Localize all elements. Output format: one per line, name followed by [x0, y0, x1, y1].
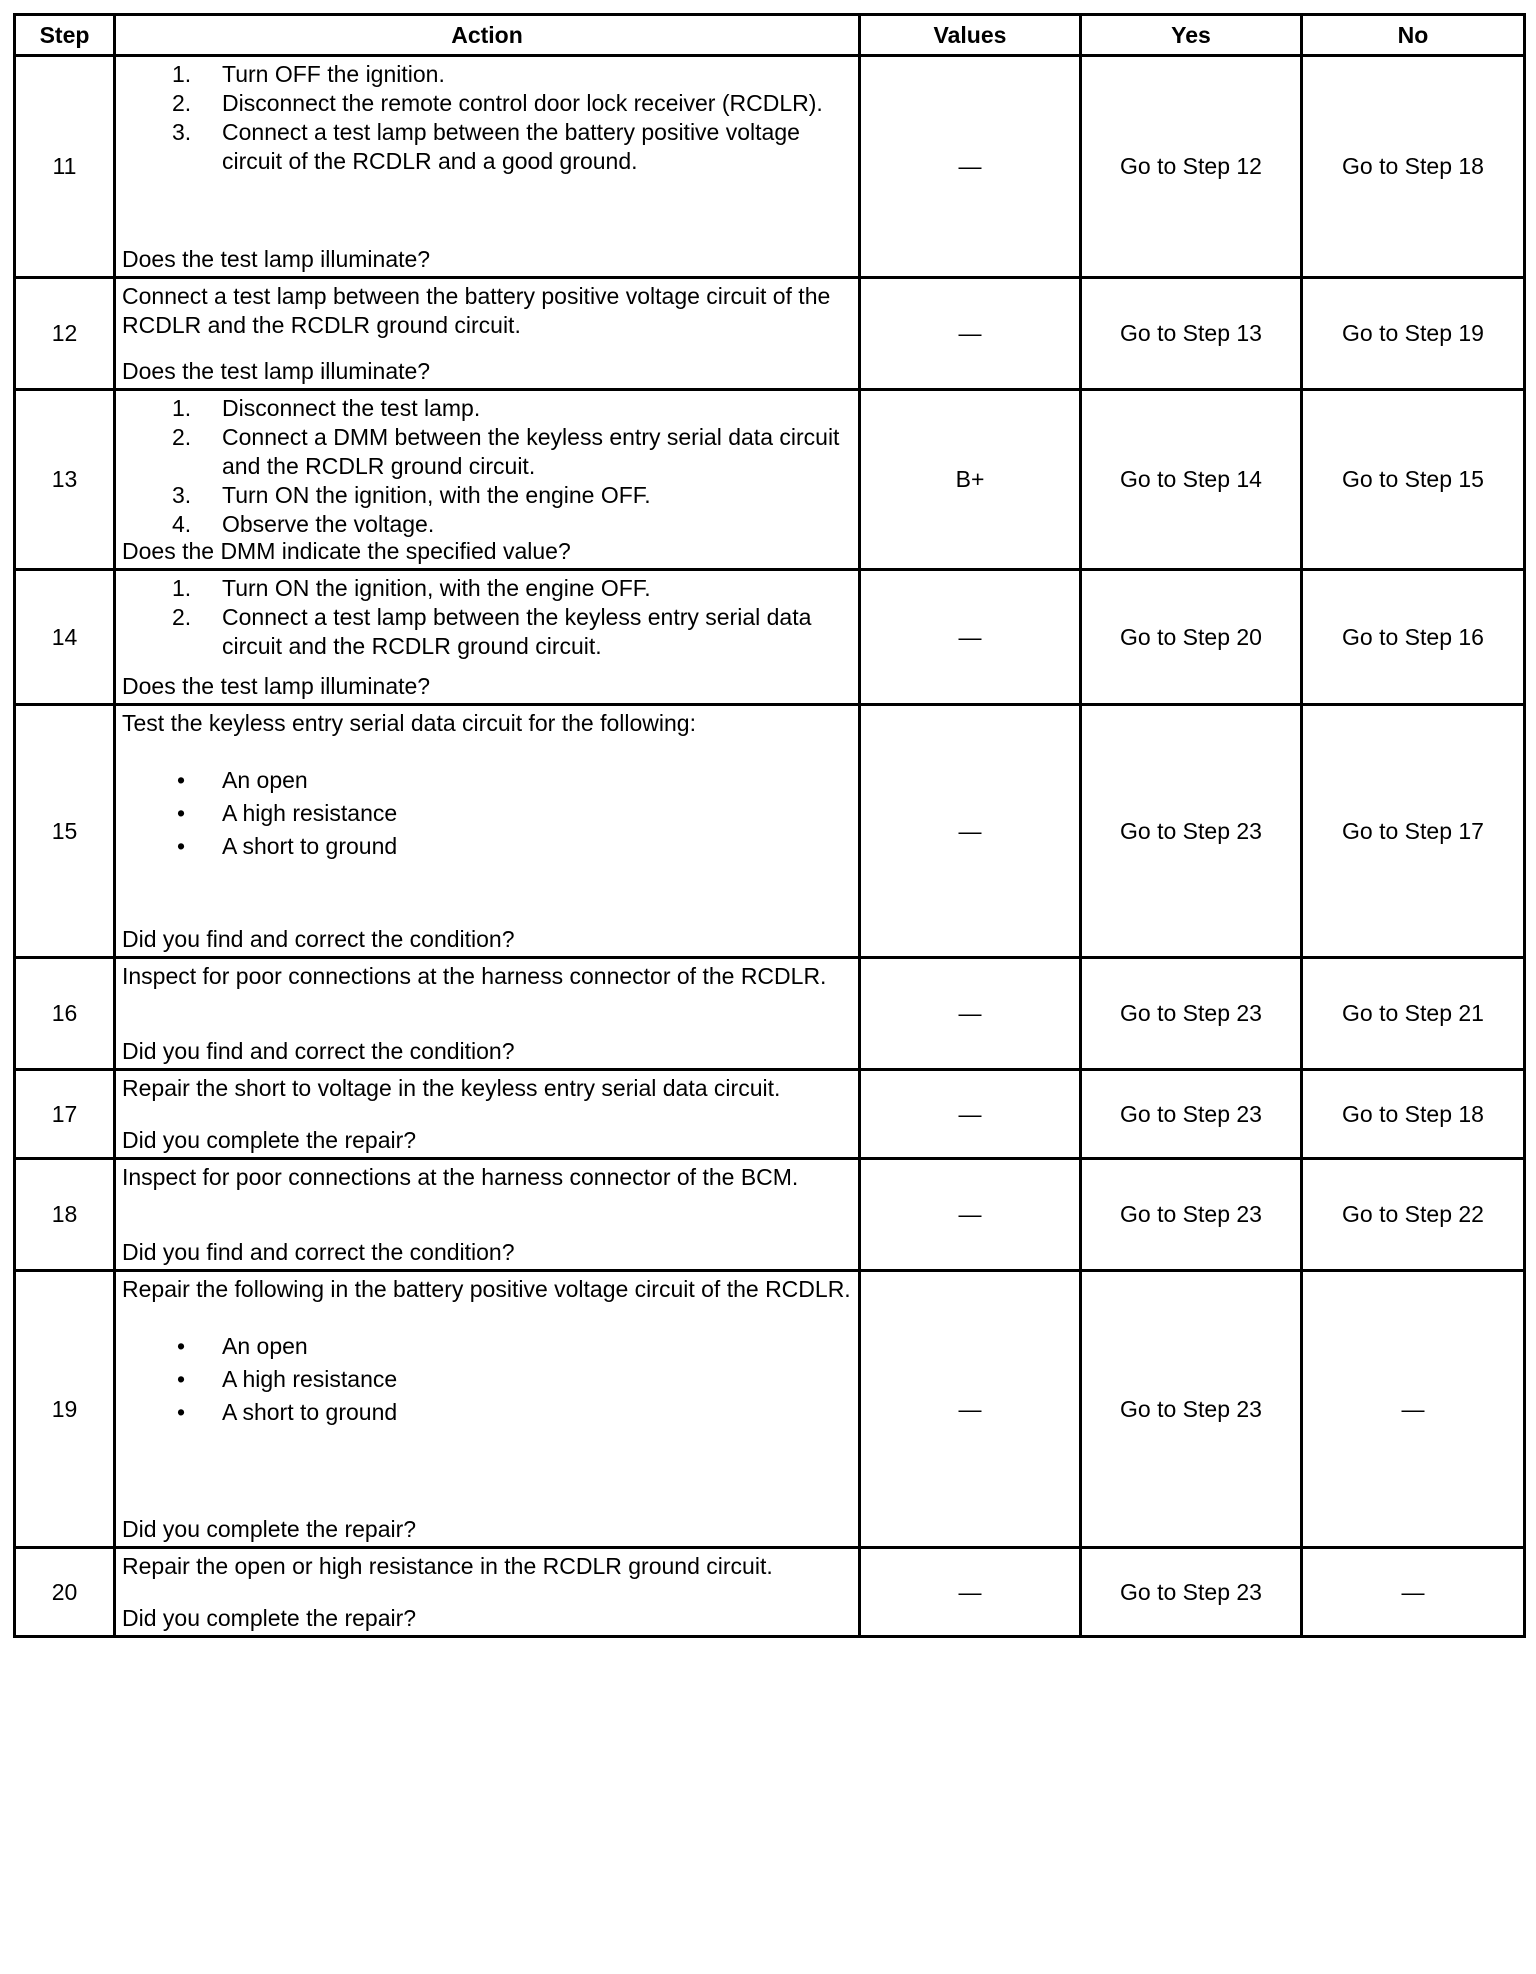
no-cell: Go to Step 21 — [1302, 958, 1525, 1070]
no-cell: Go to Step 22 — [1302, 1159, 1525, 1271]
action-question: Does the test lamp illuminate? — [122, 672, 431, 699]
header-step: Step — [15, 15, 115, 56]
bullet-icon: • — [177, 1332, 186, 1359]
item-text: Connect a test lamp between the keyless entry serial data circuit and the RCDLR ground circuit. — [222, 603, 812, 659]
values-cell: — — [860, 278, 1081, 390]
numbered-item — [122, 574, 852, 603]
table-row — [15, 278, 1525, 390]
yes-cell: Go to Step 23 — [1081, 705, 1302, 958]
action-question: Does the DMM indicate the specified value? — [122, 537, 571, 564]
table-row — [15, 1271, 1525, 1548]
action-body — [116, 573, 858, 661]
action-cell — [115, 1548, 860, 1637]
values-cell: — — [860, 1548, 1081, 1637]
item-number: 3. — [172, 481, 192, 508]
table-body — [15, 56, 1525, 1637]
step-number: 13 — [15, 390, 115, 570]
table-row — [15, 390, 1525, 570]
action-question: Did you complete the repair? — [122, 1515, 417, 1542]
action-content — [116, 573, 858, 702]
table-header-row — [15, 15, 1525, 56]
bullet-icon: • — [177, 799, 186, 826]
step-number: 18 — [15, 1159, 115, 1271]
action-intro: Connect a test lamp between the battery positive voltage circuit of the RCDLR and the RCDLR ground circuit. — [122, 282, 831, 338]
action-question: Did you find and correct the condition? — [122, 1238, 515, 1265]
no-cell: Go to Step 18 — [1302, 56, 1525, 278]
action-content — [116, 1162, 858, 1268]
bullet-list — [122, 1332, 852, 1427]
item-number: 4. — [172, 510, 192, 537]
header-values: Values — [860, 15, 1081, 56]
step-number: 17 — [15, 1070, 115, 1159]
yes-cell: Go to Step 14 — [1081, 390, 1302, 570]
yes-cell: Go to Step 13 — [1081, 278, 1302, 390]
step-number: 14 — [15, 570, 115, 705]
no-cell: Go to Step 18 — [1302, 1070, 1525, 1159]
action-cell — [115, 958, 860, 1070]
action-body — [116, 1073, 858, 1103]
action-intro: Inspect for poor connections at the harness connector of the RCDLR. — [122, 962, 827, 989]
diagnostic-table — [13, 13, 1526, 1638]
action-cell — [115, 705, 860, 958]
values-cell: — — [860, 1271, 1081, 1548]
step-number: 11 — [15, 56, 115, 278]
action-content — [116, 281, 858, 387]
yes-cell: Go to Step 20 — [1081, 570, 1302, 705]
table-row — [15, 958, 1525, 1070]
action-question: Did you complete the repair? — [122, 1126, 417, 1153]
item-text: Disconnect the remote control door lock receiver (RCDLR). — [222, 89, 823, 116]
bullet-item — [122, 832, 852, 861]
values-cell: — — [860, 56, 1081, 278]
action-body — [116, 281, 858, 340]
table-row — [15, 56, 1525, 278]
bullet-icon: • — [177, 1398, 186, 1425]
numbered-item — [122, 89, 852, 118]
action-body — [116, 59, 858, 176]
action-content — [116, 1073, 858, 1156]
item-text: Connect a DMM between the keyless entry serial data circuit and the RCDLR ground circuit. — [222, 423, 840, 479]
action-question: Does the test lamp illuminate? — [122, 245, 431, 272]
bullet-item — [122, 1398, 852, 1427]
step-number: 15 — [15, 705, 115, 958]
item-number: 2. — [172, 89, 192, 116]
action-cell — [115, 1159, 860, 1271]
action-content — [116, 1274, 858, 1545]
bullet-icon: • — [177, 1365, 186, 1392]
numbered-item — [122, 481, 852, 510]
action-body — [116, 708, 858, 861]
item-number: 3. — [172, 118, 192, 145]
action-question: Did you find and correct the condition? — [122, 1037, 515, 1064]
item-text: A high resistance — [222, 799, 398, 826]
numbered-item — [122, 60, 852, 89]
yes-cell: Go to Step 12 — [1081, 56, 1302, 278]
action-cell — [115, 56, 860, 278]
bullet-icon: • — [177, 766, 186, 793]
numbered-list — [122, 574, 852, 661]
item-text: A high resistance — [222, 1365, 398, 1392]
numbered-list — [122, 394, 852, 539]
item-text: A short to ground — [222, 1398, 398, 1425]
header-yes: Yes — [1081, 15, 1302, 56]
yes-cell: Go to Step 23 — [1081, 1271, 1302, 1548]
table-row — [15, 570, 1525, 705]
action-cell — [115, 390, 860, 570]
no-cell: Go to Step 17 — [1302, 705, 1525, 958]
bullet-item — [122, 1332, 852, 1361]
yes-cell: Go to Step 23 — [1081, 1159, 1302, 1271]
values-cell: — — [860, 958, 1081, 1070]
bullet-icon: • — [177, 832, 186, 859]
header-action: Action — [115, 15, 860, 56]
action-cell — [115, 1271, 860, 1548]
values-cell: — — [860, 705, 1081, 958]
item-text: An open — [222, 1332, 308, 1359]
item-number: 1. — [172, 574, 192, 601]
no-cell: — — [1302, 1548, 1525, 1637]
item-number: 2. — [172, 603, 192, 630]
action-question: Did you complete the repair? — [122, 1604, 417, 1631]
item-text: Turn ON the ignition, with the engine OFF. — [222, 481, 651, 508]
no-cell: Go to Step 15 — [1302, 390, 1525, 570]
action-body — [116, 961, 858, 991]
values-cell: — — [860, 570, 1081, 705]
item-number: 1. — [172, 394, 192, 421]
values-cell: — — [860, 1070, 1081, 1159]
numbered-item — [122, 603, 852, 661]
step-number: 12 — [15, 278, 115, 390]
no-cell: — — [1302, 1271, 1525, 1548]
step-number: 20 — [15, 1548, 115, 1637]
bullet-list — [122, 766, 852, 861]
table-row — [15, 1548, 1525, 1637]
action-body — [116, 1551, 858, 1581]
table-row — [15, 705, 1525, 958]
bullet-item — [122, 799, 852, 828]
action-intro: Repair the following in the battery positive voltage circuit of the RCDLR. — [122, 1275, 851, 1302]
action-content — [116, 59, 858, 275]
action-content — [116, 1551, 858, 1634]
item-text: Observe the voltage. — [222, 510, 435, 537]
header-no: No — [1302, 15, 1525, 56]
action-body — [116, 1162, 858, 1192]
action-question: Did you find and correct the condition? — [122, 925, 515, 952]
bullet-item — [122, 1365, 852, 1394]
yes-cell: Go to Step 23 — [1081, 958, 1302, 1070]
item-text: Disconnect the test lamp. — [222, 394, 481, 421]
action-intro: Repair the short to voltage in the keyless entry serial data circuit. — [122, 1074, 781, 1101]
action-body — [116, 393, 858, 539]
table-row — [15, 1070, 1525, 1159]
step-number: 16 — [15, 958, 115, 1070]
item-number: 2. — [172, 423, 192, 450]
bullet-item — [122, 766, 852, 795]
item-text: Connect a test lamp between the battery positive voltage circuit of the RCDLR and a good ground. — [222, 118, 800, 174]
numbered-item — [122, 510, 852, 539]
item-text: An open — [222, 766, 308, 793]
action-question: Does the test lamp illuminate? — [122, 357, 431, 384]
numbered-item — [122, 118, 852, 176]
action-intro: Test the keyless entry serial data circuit for the following: — [122, 709, 696, 736]
item-text: A short to ground — [222, 832, 398, 859]
item-number: 1. — [172, 60, 192, 87]
yes-cell: Go to Step 23 — [1081, 1548, 1302, 1637]
action-body — [116, 1274, 858, 1427]
item-text: Turn OFF the ignition. — [222, 60, 445, 87]
action-cell — [115, 278, 860, 390]
values-cell: — — [860, 1159, 1081, 1271]
action-content — [116, 393, 858, 567]
action-cell — [115, 1070, 860, 1159]
item-text: Turn ON the ignition, with the engine OFF. — [222, 574, 651, 601]
yes-cell: Go to Step 23 — [1081, 1070, 1302, 1159]
step-number: 19 — [15, 1271, 115, 1548]
action-content — [116, 708, 858, 955]
action-intro: Repair the open or high resistance in the RCDLR ground circuit. — [122, 1552, 773, 1579]
values-cell: B+ — [860, 390, 1081, 570]
action-content — [116, 961, 858, 1067]
no-cell: Go to Step 16 — [1302, 570, 1525, 705]
action-cell — [115, 570, 860, 705]
numbered-list — [122, 60, 852, 176]
numbered-item — [122, 423, 852, 481]
action-intro: Inspect for poor connections at the harness connector of the BCM. — [122, 1163, 799, 1190]
table-row — [15, 1159, 1525, 1271]
numbered-item — [122, 394, 852, 423]
no-cell: Go to Step 19 — [1302, 278, 1525, 390]
